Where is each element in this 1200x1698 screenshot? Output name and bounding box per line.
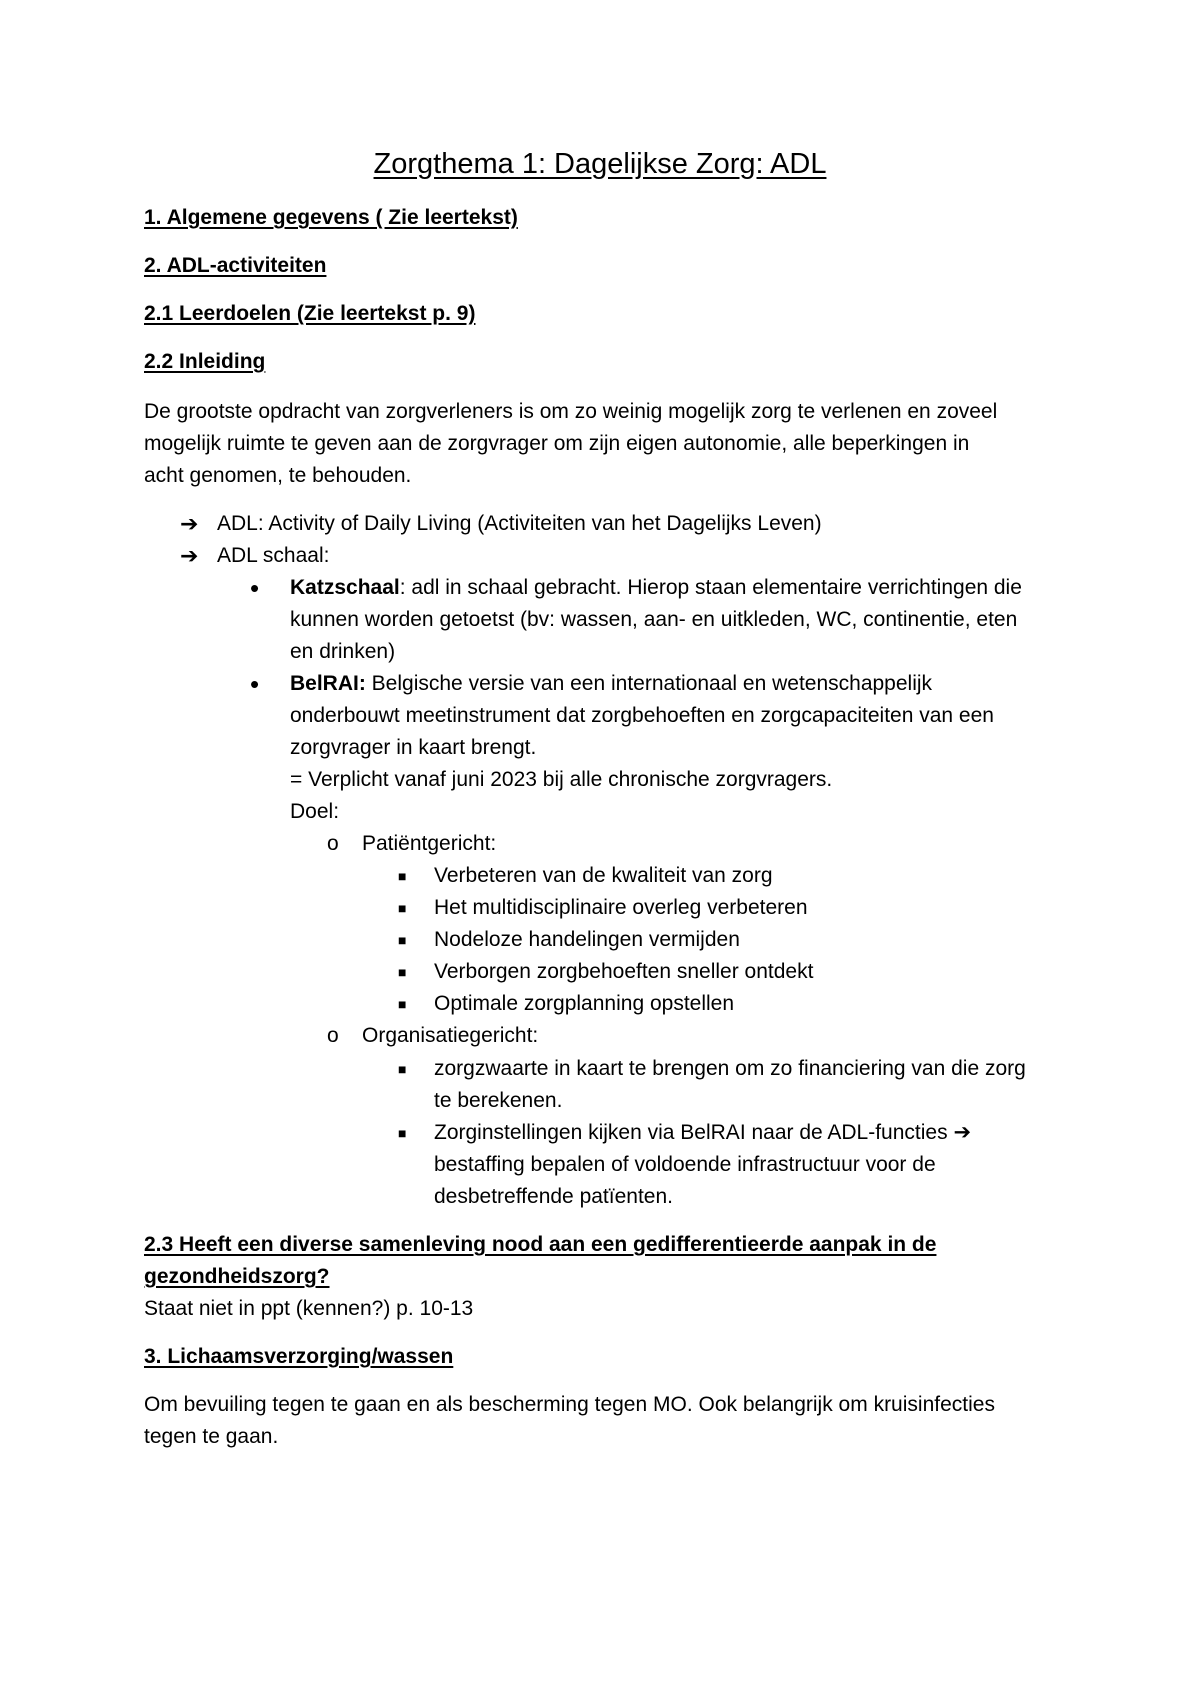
organisatie-label: Organisatiegericht: (362, 1024, 539, 1047)
bullet-square-icon: ■ (398, 1061, 407, 1077)
patient-item-1: Verbeteren van de kwaliteit van zorg (434, 864, 773, 887)
patient-item-2: Het multidisciplinaire overleg verbeteren (434, 896, 808, 919)
organisatie-item-2-line-2: bestaffing bepalen of voldoende infrastructuur voor de (434, 1153, 936, 1176)
patient-item-3: Nodeloze handelingen vermijden (434, 928, 740, 951)
section-3-line-1: Om bevuiling tegen te gaan en als bescherming tegen MO. Ook belangrijk om kruisinfecties (144, 1393, 995, 1416)
bullet-square-icon: ■ (398, 868, 407, 884)
heading-2-3-line-1: 2.3 Heeft een diverse samenleving nood aan een gedifferentieerde aanpak in de (144, 1233, 937, 1256)
patient-label: Patiëntgericht: (362, 832, 497, 855)
bullet-square-icon: ■ (398, 964, 407, 980)
belrai-line-3: zorgvrager in kaart brengt. (290, 736, 537, 759)
heading-2-2: 2.2 Inleiding (144, 350, 266, 373)
heading-2: 2. ADL-activiteiten (144, 254, 327, 277)
arrow-icon: ➔ (180, 511, 199, 536)
intro-line-2: mogelijk ruimte te geven aan de zorgvrager om zijn eigen autonomie, alle beperkingen in (144, 432, 970, 455)
patient-item-4: Verborgen zorgbehoeften sneller ontdekt (434, 960, 814, 983)
heading-2-3-line-2: gezondheidszorg? (144, 1265, 330, 1288)
katz-line-1 (290, 572, 1022, 604)
heading-2-1: 2.1 Leerdoelen (Zie leertekst p. 9) (144, 302, 476, 325)
arrow-icon: ➔ (953, 1121, 972, 1144)
arrow-item-schaal: ADL schaal: (217, 544, 330, 567)
belrai-term: BelRAI: (290, 672, 366, 695)
belrai-line-2: onderbouwt meetinstrument dat zorgbehoeften en zorgcapaciteiten van een (290, 704, 994, 727)
intro-line-3: acht genomen, te behouden. (144, 464, 412, 487)
arrow-item-adl: ADL: Activity of Daily Living (Activiteiten van het Dagelijks Leven) (217, 512, 822, 535)
katz-line-3: en drinken) (290, 640, 396, 663)
organisatie-item-2-line-1 (434, 1117, 971, 1149)
organisatie-item-1-line-2: te berekenen. (434, 1089, 563, 1112)
bullet-square-icon: ■ (398, 932, 407, 948)
bullet-dot-icon: • (250, 573, 260, 603)
heading-3: 3. Lichaamsverzorging/wassen (144, 1345, 454, 1368)
heading-1: 1. Algemene gegevens ( Zie leertekst) (144, 206, 518, 229)
belrai-text: Belgische versie van een internationaal en wetenschappelijk (365, 672, 933, 695)
katz-term: Katzschaal (290, 576, 400, 599)
page-title: Zorgthema 1: Dagelijkse Zorg: ADL (373, 148, 827, 180)
katz-text: : adl in schaal gebracht. Hierop staan elementaire verrichtingen die (399, 576, 1022, 599)
arrow-icon: ➔ (180, 543, 199, 568)
organisatie-item-1-line-1: zorgzwaarte in kaart te brengen om zo financiering van die zorg (434, 1057, 1026, 1080)
bullet-circle-icon: o (327, 1024, 339, 1047)
organisatie-item-2-line-3: desbetreffende patïenten. (434, 1185, 673, 1208)
katz-line-2: kunnen worden getoetst (bv: wassen, aan- en uitkleden, WC, continentie, eten (290, 608, 1018, 631)
bullet-square-icon: ■ (398, 1125, 407, 1141)
bullet-dot-icon: • (250, 669, 260, 699)
belrai-line-5: Doel: (290, 800, 340, 823)
bullet-square-icon: ■ (398, 996, 407, 1012)
intro-line-1: De grootste opdracht van zorgverleners is om zo weinig mogelijk zorg te verlenen en zoveel (144, 400, 998, 423)
section-2-3-text: Staat niet in ppt (kennen?) p. 10-13 (144, 1297, 474, 1320)
bullet-circle-icon: o (327, 832, 339, 855)
belrai-line-1 (290, 668, 932, 700)
organisatie-item-2-text: Zorginstellingen kijken via BelRAI naar de ADL-functies (434, 1121, 948, 1144)
belrai-line-4: = Verplicht vanaf juni 2023 bij alle chronische zorgvragers. (290, 768, 833, 791)
patient-item-5: Optimale zorgplanning opstellen (434, 992, 735, 1015)
bullet-square-icon: ■ (398, 900, 407, 916)
section-3-line-2: tegen te gaan. (144, 1425, 279, 1448)
